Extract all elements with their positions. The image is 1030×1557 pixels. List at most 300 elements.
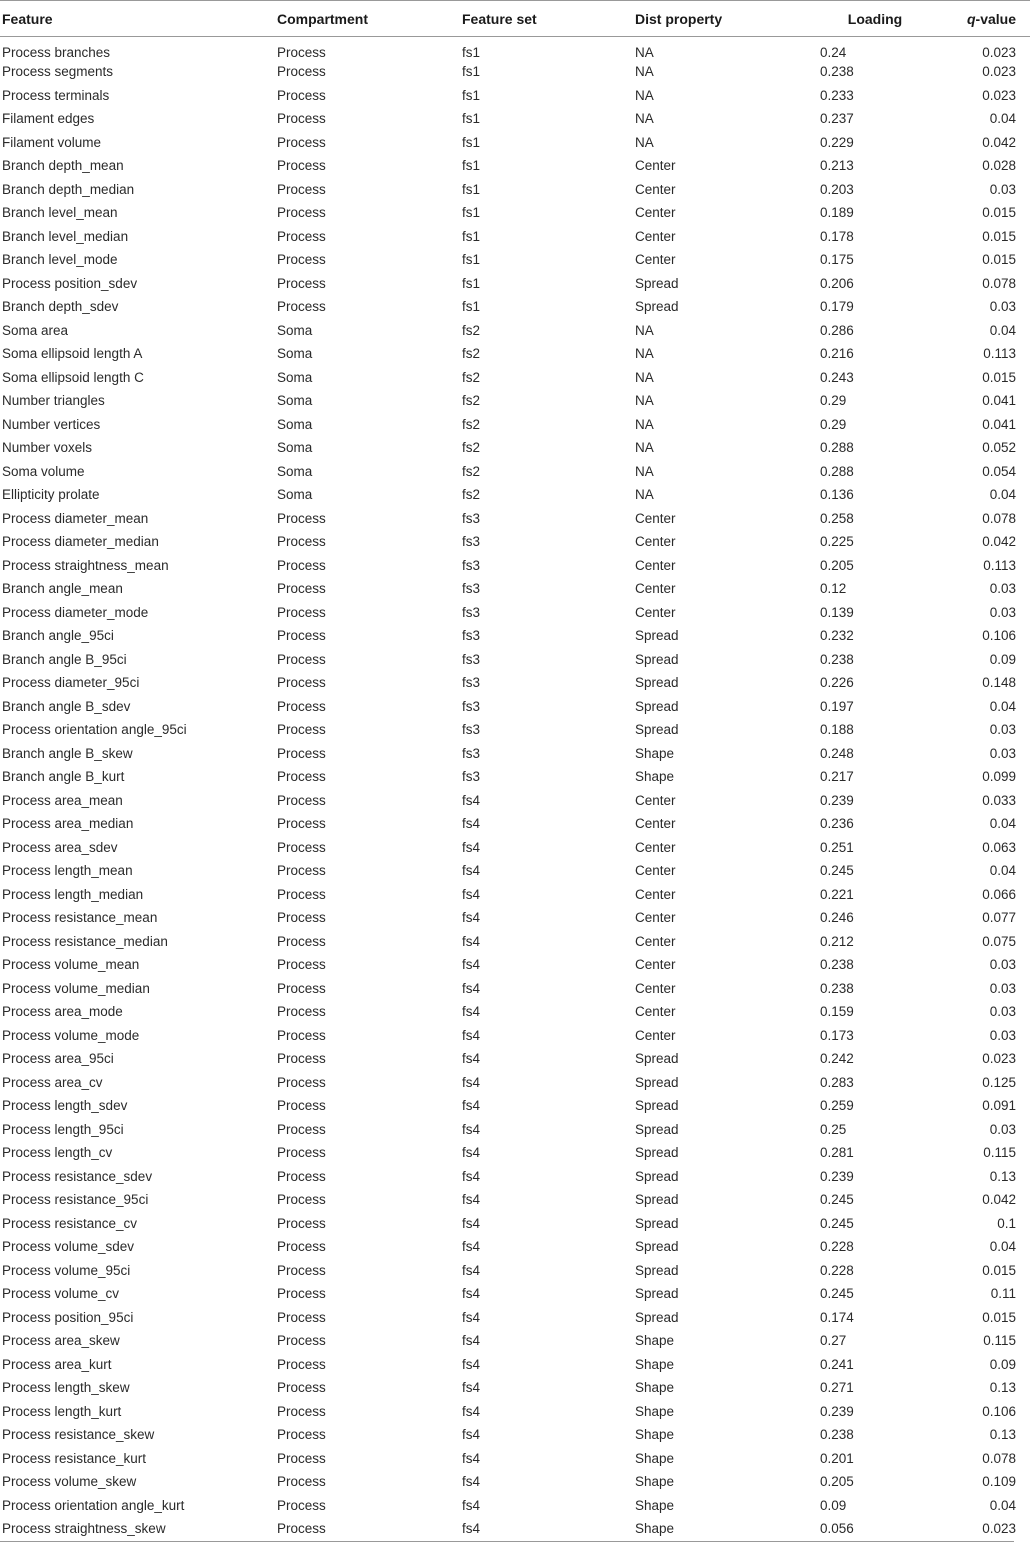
cell-loading: 0.29 <box>820 416 847 432</box>
cell-feature: Process length_95ci <box>2 1121 124 1137</box>
cell-dist-property: Center <box>635 886 676 902</box>
cell-loading: 0.228 <box>820 1262 854 1278</box>
cell-feature: Process diameter_mean <box>2 510 149 526</box>
header-feature: Feature <box>2 10 53 27</box>
cell-q-value: 0.115 <box>983 1145 1016 1161</box>
cell-loading: 0.248 <box>820 745 854 761</box>
cell-loading: 0.226 <box>820 675 854 691</box>
cell-feature-set: fs2 <box>462 346 481 362</box>
cell-feature: Process straightness_mean <box>2 557 169 573</box>
cell-feature: Process volume_median <box>2 980 150 996</box>
table-row <box>0 1141 1030 1165</box>
cell-q-value: 0.077 <box>982 910 1016 926</box>
cell-q-value: 0.106 <box>982 1403 1016 1419</box>
cell-dist-property: Shape <box>635 1356 675 1372</box>
cell-feature-set: fs4 <box>462 1497 481 1513</box>
table-row <box>0 812 1030 836</box>
cell-feature-set: fs3 <box>462 557 481 573</box>
cell-feature: Branch angle B_skew <box>2 745 133 761</box>
cell-loading: 0.179 <box>820 299 854 315</box>
table-row <box>0 695 1030 719</box>
cell-loading: 0.136 <box>820 487 854 503</box>
cell-q-value: 0.03 <box>989 581 1016 597</box>
table-row <box>0 84 1030 108</box>
cell-loading: 0.251 <box>820 839 854 855</box>
cell-q-value: 0.028 <box>982 158 1016 174</box>
cell-dist-property: Center <box>635 1004 676 1020</box>
cell-feature: Process resistance_mean <box>2 910 158 926</box>
cell-compartment: Soma <box>277 463 313 479</box>
cell-feature: Process diameter_median <box>2 534 159 550</box>
cell-q-value: 0.015 <box>982 369 1016 385</box>
cell-loading: 0.173 <box>820 1027 854 1043</box>
cell-loading: 0.288 <box>820 440 854 456</box>
cell-dist-property: Spread <box>635 1239 679 1255</box>
cell-loading: 0.056 <box>820 1521 854 1537</box>
cell-feature-set: fs1 <box>462 275 481 291</box>
table-row <box>0 1165 1030 1189</box>
cell-feature: Soma ellipsoid length A <box>2 346 143 362</box>
table-row <box>0 577 1030 601</box>
table-row <box>0 1259 1030 1283</box>
cell-loading: 0.245 <box>820 1192 854 1208</box>
cell-dist-property: Center <box>635 910 676 926</box>
cell-compartment: Soma <box>277 487 313 503</box>
cell-feature-set: fs4 <box>462 1262 481 1278</box>
cell-feature-set: fs3 <box>462 510 481 526</box>
cell-q-value: 0.13 <box>989 1427 1016 1443</box>
cell-compartment: Process <box>277 1145 326 1161</box>
cell-feature: Process resistance_sdev <box>2 1168 153 1184</box>
cell-feature: Branch depth_mean <box>2 158 124 174</box>
cell-compartment: Process <box>277 252 326 268</box>
cell-q-value: 0.11 <box>990 1286 1016 1302</box>
table-row <box>0 530 1030 554</box>
cell-feature: Process area_kurt <box>2 1356 112 1372</box>
cell-dist-property: Shape <box>635 769 675 785</box>
cell-compartment: Process <box>277 816 326 832</box>
cell-dist-property: Center <box>635 604 676 620</box>
cell-feature: Branch angle_mean <box>2 581 123 597</box>
cell-loading: 0.189 <box>820 205 854 221</box>
table-row <box>0 507 1030 531</box>
cell-q-value: 0.04 <box>989 863 1016 879</box>
cell-feature: Process length_kurt <box>2 1403 122 1419</box>
cell-dist-property: NA <box>635 416 654 432</box>
cell-feature-set: fs4 <box>462 1333 481 1349</box>
cell-compartment: Process <box>277 745 326 761</box>
cell-dist-property: Spread <box>635 1309 679 1325</box>
table-row <box>0 178 1030 202</box>
cell-feature: Branch level_mode <box>2 252 118 268</box>
cell-feature-set: fs1 <box>462 228 481 244</box>
table-row <box>0 554 1030 578</box>
cell-q-value: 0.125 <box>982 1074 1016 1090</box>
cell-feature-set: fs4 <box>462 910 481 926</box>
cell-feature: Process volume_mean <box>2 957 140 973</box>
cell-q-value: 0.078 <box>982 275 1016 291</box>
cell-compartment: Process <box>277 111 326 127</box>
cell-dist-property: Spread <box>635 651 679 667</box>
cell-loading: 0.245 <box>820 863 854 879</box>
table-row <box>0 883 1030 907</box>
cell-dist-property: Center <box>635 252 676 268</box>
cell-feature: Process length_cv <box>2 1145 113 1161</box>
table-row <box>0 789 1030 813</box>
cell-loading: 0.178 <box>820 228 854 244</box>
cell-feature-set: fs3 <box>462 651 481 667</box>
cell-feature-set: fs4 <box>462 1215 481 1231</box>
table-row <box>0 836 1030 860</box>
table-row <box>0 366 1030 390</box>
cell-compartment: Process <box>277 980 326 996</box>
cell-feature-set: fs4 <box>462 980 481 996</box>
cell-dist-property: Center <box>635 980 676 996</box>
table-row <box>0 1282 1030 1306</box>
cell-feature-set: fs4 <box>462 957 481 973</box>
cell-feature: Ellipticity prolate <box>2 487 100 503</box>
cell-compartment: Process <box>277 933 326 949</box>
table-row <box>0 37 1030 61</box>
cell-feature-set: fs4 <box>462 839 481 855</box>
table-row <box>0 460 1030 484</box>
cell-dist-property: Center <box>635 957 676 973</box>
cell-compartment: Process <box>277 205 326 221</box>
cell-loading: 0.25 <box>820 1121 847 1137</box>
cell-dist-property: Spread <box>635 1168 679 1184</box>
cell-dist-property: Center <box>635 205 676 221</box>
table-row <box>0 1094 1030 1118</box>
cell-compartment: Process <box>277 510 326 526</box>
cell-q-value: 0.03 <box>989 299 1016 315</box>
cell-q-value: 0.042 <box>982 534 1016 550</box>
table-row <box>0 107 1030 131</box>
table-row <box>0 483 1030 507</box>
table-header <box>0 1 1030 37</box>
cell-feature-set: fs3 <box>462 745 481 761</box>
table-row <box>0 1118 1030 1142</box>
cell-feature: Process segments <box>2 64 114 80</box>
cell-feature-set: fs4 <box>462 1356 481 1372</box>
cell-dist-property: Spread <box>635 275 679 291</box>
cell-feature: Process resistance_skew <box>2 1427 155 1443</box>
cell-dist-property: Spread <box>635 722 679 738</box>
cell-q-value: 0.063 <box>982 839 1016 855</box>
cell-q-value: 0.113 <box>983 557 1016 573</box>
cell-feature-set: fs4 <box>462 1403 481 1419</box>
cell-feature-set: fs3 <box>462 769 481 785</box>
table-row <box>0 765 1030 789</box>
cell-feature: Branch level_median <box>2 228 129 244</box>
cell-compartment: Process <box>277 628 326 644</box>
cell-loading: 0.232 <box>820 628 854 644</box>
cell-feature: Soma area <box>2 322 69 338</box>
cell-loading: 0.258 <box>820 510 854 526</box>
cell-compartment: Process <box>277 1239 326 1255</box>
table-row <box>0 1353 1030 1377</box>
cell-feature-set: fs4 <box>462 933 481 949</box>
table-row <box>0 1494 1030 1518</box>
cell-feature: Process resistance_95ci <box>2 1192 149 1208</box>
table-row <box>0 1470 1030 1494</box>
cell-q-value: 0.115 <box>983 1333 1016 1349</box>
cell-loading: 0.201 <box>820 1450 854 1466</box>
cell-dist-property: Center <box>635 557 676 573</box>
cell-feature-set: fs4 <box>462 1286 481 1302</box>
cell-compartment: Process <box>277 1051 326 1067</box>
cell-loading: 0.24 <box>820 45 847 60</box>
cell-q-value: 0.078 <box>982 510 1016 526</box>
header-feature-set: Feature set <box>462 10 537 27</box>
cell-compartment: Process <box>277 651 326 667</box>
cell-feature-set: fs3 <box>462 534 481 550</box>
cell-loading: 0.139 <box>820 604 854 620</box>
table-row <box>0 413 1030 437</box>
table-row <box>0 718 1030 742</box>
cell-loading: 0.238 <box>820 957 854 973</box>
cell-loading: 0.12 <box>820 581 847 597</box>
cell-feature-set: fs4 <box>462 1098 481 1114</box>
cell-q-value: 0.04 <box>989 111 1016 127</box>
cell-feature: Process area_mode <box>2 1004 123 1020</box>
table-row <box>0 930 1030 954</box>
cell-q-value: 0.023 <box>982 87 1016 103</box>
cell-q-value: 0.04 <box>989 816 1016 832</box>
cell-feature-set: fs4 <box>462 1474 481 1490</box>
cell-feature: Process straightness_skew <box>2 1521 166 1537</box>
cell-q-value: 0.075 <box>982 933 1016 949</box>
cell-compartment: Soma <box>277 440 313 456</box>
cell-loading: 0.09 <box>820 1497 847 1513</box>
cell-q-value: 0.042 <box>982 134 1016 150</box>
cell-compartment: Process <box>277 1474 326 1490</box>
table-row <box>0 248 1030 272</box>
cell-feature-set: fs1 <box>462 64 481 80</box>
cell-compartment: Soma <box>277 322 313 338</box>
cell-feature-set: fs1 <box>462 158 481 174</box>
cell-loading: 0.203 <box>820 181 854 197</box>
table-row <box>0 389 1030 413</box>
cell-compartment: Process <box>277 886 326 902</box>
cell-q-value: 0.015 <box>982 205 1016 221</box>
cell-feature-set: fs3 <box>462 604 481 620</box>
cell-q-value: 0.03 <box>989 722 1016 738</box>
table-row <box>0 1188 1030 1212</box>
cell-dist-property: Center <box>635 839 676 855</box>
cell-loading: 0.238 <box>820 1427 854 1443</box>
cell-loading: 0.241 <box>820 1356 854 1372</box>
cell-dist-property: NA <box>635 111 654 127</box>
cell-dist-property: Spread <box>635 1121 679 1137</box>
cell-feature-set: fs4 <box>462 1239 481 1255</box>
cell-loading: 0.237 <box>820 111 854 127</box>
cell-feature: Soma volume <box>2 463 85 479</box>
cell-feature: Process area_median <box>2 816 134 832</box>
cell-dist-property: NA <box>635 45 654 60</box>
cell-loading: 0.188 <box>820 722 854 738</box>
cell-q-value: 0.015 <box>982 1309 1016 1325</box>
cell-loading: 0.27 <box>820 1333 847 1349</box>
cell-loading: 0.239 <box>820 1403 854 1419</box>
cell-q-value: 0.03 <box>989 1004 1016 1020</box>
cell-loading: 0.228 <box>820 1239 854 1255</box>
cell-dist-property: Spread <box>635 1286 679 1302</box>
cell-feature: Process diameter_95ci <box>2 675 140 691</box>
cell-compartment: Process <box>277 722 326 738</box>
cell-feature-set: fs4 <box>462 1145 481 1161</box>
cell-feature-set: fs4 <box>462 1309 481 1325</box>
cell-q-value: 0.091 <box>982 1098 1016 1114</box>
cell-compartment: Process <box>277 863 326 879</box>
cell-dist-property: Shape <box>635 1333 675 1349</box>
cell-feature-set: fs4 <box>462 886 481 902</box>
table-row <box>0 342 1030 366</box>
cell-loading: 0.233 <box>820 87 854 103</box>
cell-compartment: Process <box>277 839 326 855</box>
cell-dist-property: NA <box>635 393 654 409</box>
cell-dist-property: Shape <box>635 1380 675 1396</box>
cell-feature: Process length_sdev <box>2 1098 128 1114</box>
table-row <box>0 60 1030 84</box>
cell-compartment: Process <box>277 87 326 103</box>
cell-compartment: Process <box>277 1168 326 1184</box>
cell-compartment: Process <box>277 1098 326 1114</box>
cell-loading: 0.288 <box>820 463 854 479</box>
cell-feature-set: fs1 <box>462 45 481 60</box>
cell-feature-set: fs4 <box>462 1074 481 1090</box>
table-row <box>0 225 1030 249</box>
cell-loading: 0.197 <box>820 698 854 714</box>
cell-feature-set: fs1 <box>462 87 481 103</box>
cell-loading: 0.205 <box>820 1474 854 1490</box>
cell-feature: Process length_median <box>2 886 144 902</box>
cell-feature: Branch angle B_kurt <box>2 769 125 785</box>
cell-dist-property: Spread <box>635 1098 679 1114</box>
cell-feature-set: fs1 <box>462 134 481 150</box>
cell-feature-set: fs4 <box>462 1121 481 1137</box>
table-row <box>0 648 1030 672</box>
cell-compartment: Process <box>277 581 326 597</box>
cell-dist-property: Center <box>635 534 676 550</box>
table-row <box>0 1000 1030 1024</box>
table-row <box>0 977 1030 1001</box>
cell-q-value: 0.148 <box>982 675 1016 691</box>
header-dist-property: Dist property <box>635 10 723 27</box>
cell-feature: Branch depth_sdev <box>2 299 119 315</box>
cell-loading: 0.217 <box>820 769 854 785</box>
cell-dist-property: Shape <box>635 1403 675 1419</box>
cell-dist-property: Shape <box>635 1497 675 1513</box>
cell-feature-set: fs1 <box>462 111 481 127</box>
cell-compartment: Process <box>277 1004 326 1020</box>
cell-q-value: 0.03 <box>989 181 1016 197</box>
cell-feature-set: fs4 <box>462 816 481 832</box>
cell-compartment: Process <box>277 1380 326 1396</box>
cell-feature-set: fs4 <box>462 863 481 879</box>
cell-dist-property: Spread <box>635 1215 679 1231</box>
cell-feature: Process position_95ci <box>2 1309 134 1325</box>
cell-q-value: 0.04 <box>989 487 1016 503</box>
cell-compartment: Process <box>277 769 326 785</box>
table-row <box>0 1400 1030 1424</box>
cell-feature-set: fs3 <box>462 722 481 738</box>
cell-feature-set: fs3 <box>462 698 481 714</box>
cell-feature: Process diameter_mode <box>2 604 149 620</box>
cell-dist-property: Shape <box>635 1427 675 1443</box>
cell-feature-set: fs4 <box>462 1450 481 1466</box>
cell-dist-property: NA <box>635 487 654 503</box>
cell-dist-property: Center <box>635 816 676 832</box>
cell-dist-property: Center <box>635 158 676 174</box>
cell-loading: 0.229 <box>820 134 854 150</box>
cell-loading: 0.174 <box>820 1309 854 1325</box>
cell-dist-property: Shape <box>635 745 675 761</box>
cell-feature-set: fs4 <box>462 1380 481 1396</box>
cell-feature: Process area_mean <box>2 792 123 808</box>
cell-feature: Process orientation angle_95ci <box>2 722 187 738</box>
cell-feature-set: fs1 <box>462 205 481 221</box>
cell-q-value: 0.03 <box>989 980 1016 996</box>
cell-q-value: 0.106 <box>982 628 1016 644</box>
cell-feature-set: fs2 <box>462 369 481 385</box>
cell-feature: Branch depth_median <box>2 181 135 197</box>
cell-dist-property: Shape <box>635 1474 675 1490</box>
cell-q-value: 0.015 <box>982 1262 1016 1278</box>
cell-loading: 0.239 <box>820 1168 854 1184</box>
table-row <box>0 859 1030 883</box>
cell-feature: Process volume_mode <box>2 1027 140 1043</box>
cell-dist-property: NA <box>635 463 654 479</box>
table-row <box>0 671 1030 695</box>
table-row <box>0 1071 1030 1095</box>
cell-feature: Process position_sdev <box>2 275 138 291</box>
table-row <box>0 1212 1030 1236</box>
cell-compartment: Process <box>277 698 326 714</box>
cell-loading: 0.286 <box>820 322 854 338</box>
table-row <box>0 1306 1030 1330</box>
cell-dist-property: NA <box>635 64 654 80</box>
cell-dist-property: Spread <box>635 1145 679 1161</box>
cell-q-value: 0.03 <box>989 1027 1016 1043</box>
cell-q-value: 0.113 <box>983 346 1016 362</box>
cell-feature-set: fs4 <box>462 1427 481 1443</box>
cell-loading: 0.238 <box>820 651 854 667</box>
cell-q-value: 0.04 <box>989 698 1016 714</box>
cell-compartment: Process <box>277 1521 326 1537</box>
table-row <box>0 906 1030 930</box>
cell-feature-set: fs4 <box>462 1521 481 1537</box>
cell-loading: 0.243 <box>820 369 854 385</box>
cell-dist-property: Center <box>635 792 676 808</box>
table-row <box>0 1517 1030 1541</box>
cell-dist-property: Center <box>635 228 676 244</box>
cell-q-value: 0.04 <box>989 1239 1016 1255</box>
cell-feature: Process area_95ci <box>2 1051 114 1067</box>
cell-dist-property: NA <box>635 346 654 362</box>
cell-feature-set: fs4 <box>462 792 481 808</box>
cell-compartment: Process <box>277 1356 326 1372</box>
cell-loading: 0.238 <box>820 64 854 80</box>
cell-compartment: Soma <box>277 346 313 362</box>
cell-q-value: 0.03 <box>989 957 1016 973</box>
cell-feature: Number triangles <box>2 393 105 409</box>
cell-loading: 0.245 <box>820 1215 854 1231</box>
table-row <box>0 154 1030 178</box>
cell-q-value: 0.041 <box>982 393 1016 409</box>
cell-dist-property: Spread <box>635 1051 679 1067</box>
cell-compartment: Process <box>277 557 326 573</box>
cell-loading: 0.281 <box>820 1145 854 1161</box>
